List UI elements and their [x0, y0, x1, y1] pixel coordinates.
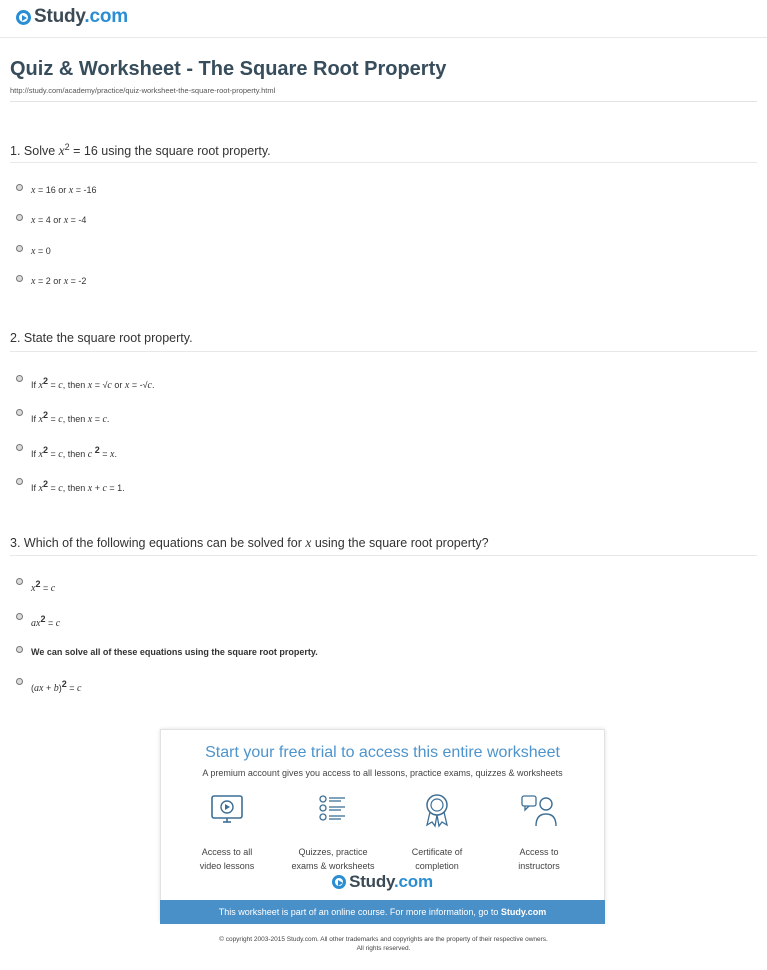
play-logo-icon [332, 875, 346, 889]
feature-label: Access to all video lessons [199, 847, 255, 871]
radio-button[interactable] [16, 245, 23, 252]
feature-label: Quizzes, practice exams & worksheets [291, 847, 375, 871]
logo-text: Study.com [349, 872, 433, 891]
option-label: If $x^2 = c$, then x = c. [31, 410, 110, 425]
q2-option-b[interactable] [16, 410, 109, 425]
play-logo-icon [16, 10, 31, 25]
radio-button[interactable] [16, 478, 23, 485]
page-url[interactable]: http://study.com/academy/practice/quiz-worksheet-the-square-root-property.html [10, 86, 276, 95]
radio-button[interactable] [16, 409, 23, 416]
q3-option-d[interactable] [16, 679, 81, 694]
q3-option-b[interactable] [16, 614, 60, 629]
q1-option-c[interactable] [16, 246, 51, 257]
option-label: If $x^2 = c$, then x + c = 1. [31, 479, 125, 494]
q2-option-a[interactable] [16, 376, 154, 391]
video-lesson-icon [207, 792, 247, 830]
option-label: $x^2 = c$ [31, 579, 56, 594]
logo-text: Study.com [34, 6, 128, 27]
feature-instructors [489, 792, 589, 873]
radio-button[interactable] [16, 646, 23, 653]
question-1-divider [10, 162, 757, 163]
certificate-icon [417, 792, 457, 830]
question-3: 3. Which of the following equations can be solved for x using the square root property? [10, 535, 489, 550]
copyright-footer [0, 935, 767, 953]
q2-option-d[interactable] [16, 479, 125, 494]
instructor-icon [519, 792, 559, 830]
premium-promo-box [160, 729, 605, 922]
option-label: x = 2 or x = -2 [31, 276, 87, 287]
option-label: x = 4 or x = -4 [31, 215, 87, 226]
question-2-divider [10, 351, 757, 352]
quiz-list-icon [313, 792, 353, 830]
q1-option-a[interactable] [16, 185, 96, 196]
q1-option-b[interactable] [16, 215, 86, 226]
q3-option-c[interactable] [16, 647, 318, 657]
radio-button[interactable] [16, 444, 23, 451]
feature-label: Certificate of completion [411, 847, 463, 871]
copyright-line: © copyright 2003-2015 Study.com. All other trademarks and copyrights are the property of their respective owners. [219, 936, 548, 943]
promo-subline: A premium account gives you access to all lessons, practice exams, quizzes & worksheets [202, 768, 563, 778]
option-label: x = 0 [31, 246, 51, 257]
question-1: 1. Solve $x^2 = 16$ using the square root property. [10, 142, 271, 159]
option-label: $ax^2 = c$ [31, 614, 61, 629]
option-label: x = 16 or x = -16 [31, 185, 97, 196]
radio-button[interactable] [16, 375, 23, 382]
radio-button[interactable] [16, 613, 23, 620]
option-label: (ax + b)$^2$ = c [31, 679, 82, 694]
option-label: If $x^2 = c$, then c $^2$ = x. [31, 445, 117, 460]
title-divider [10, 101, 757, 102]
radio-button[interactable] [16, 275, 23, 282]
radio-button[interactable] [16, 184, 23, 191]
radio-button[interactable] [16, 578, 23, 585]
rights-line: All rights reserved. [356, 945, 411, 952]
option-label: We can solve all of these equations using the square root property. [31, 647, 318, 657]
study-link[interactable]: Study.com [500, 907, 547, 917]
feature-quizzes [283, 792, 383, 873]
promo-study-logo[interactable] [161, 872, 604, 892]
promo-info-bar: This worksheet is part of an online course. For more information, go to Study.com [160, 900, 605, 924]
q3-option-a[interactable] [16, 579, 55, 594]
q2-option-c[interactable] [16, 445, 117, 460]
study-logo[interactable] [16, 6, 128, 28]
question-3-divider [10, 555, 757, 556]
radio-button[interactable] [16, 214, 23, 221]
option-label: If $x^2 = c$, then x = √c or x = -√c. [31, 376, 155, 391]
q1-option-d[interactable] [16, 276, 86, 287]
promo-headline[interactable]: Start your free trial to access this entire worksheet [205, 744, 560, 761]
feature-certificate [387, 792, 487, 873]
question-2: 2. State the square root property. [10, 331, 193, 345]
page-title: Quiz & Worksheet - The Square Root Property [10, 58, 447, 80]
header-divider [0, 37, 767, 38]
feature-label: Access to instructors [518, 847, 560, 871]
feature-video-lessons [177, 792, 277, 873]
radio-button[interactable] [16, 678, 23, 685]
